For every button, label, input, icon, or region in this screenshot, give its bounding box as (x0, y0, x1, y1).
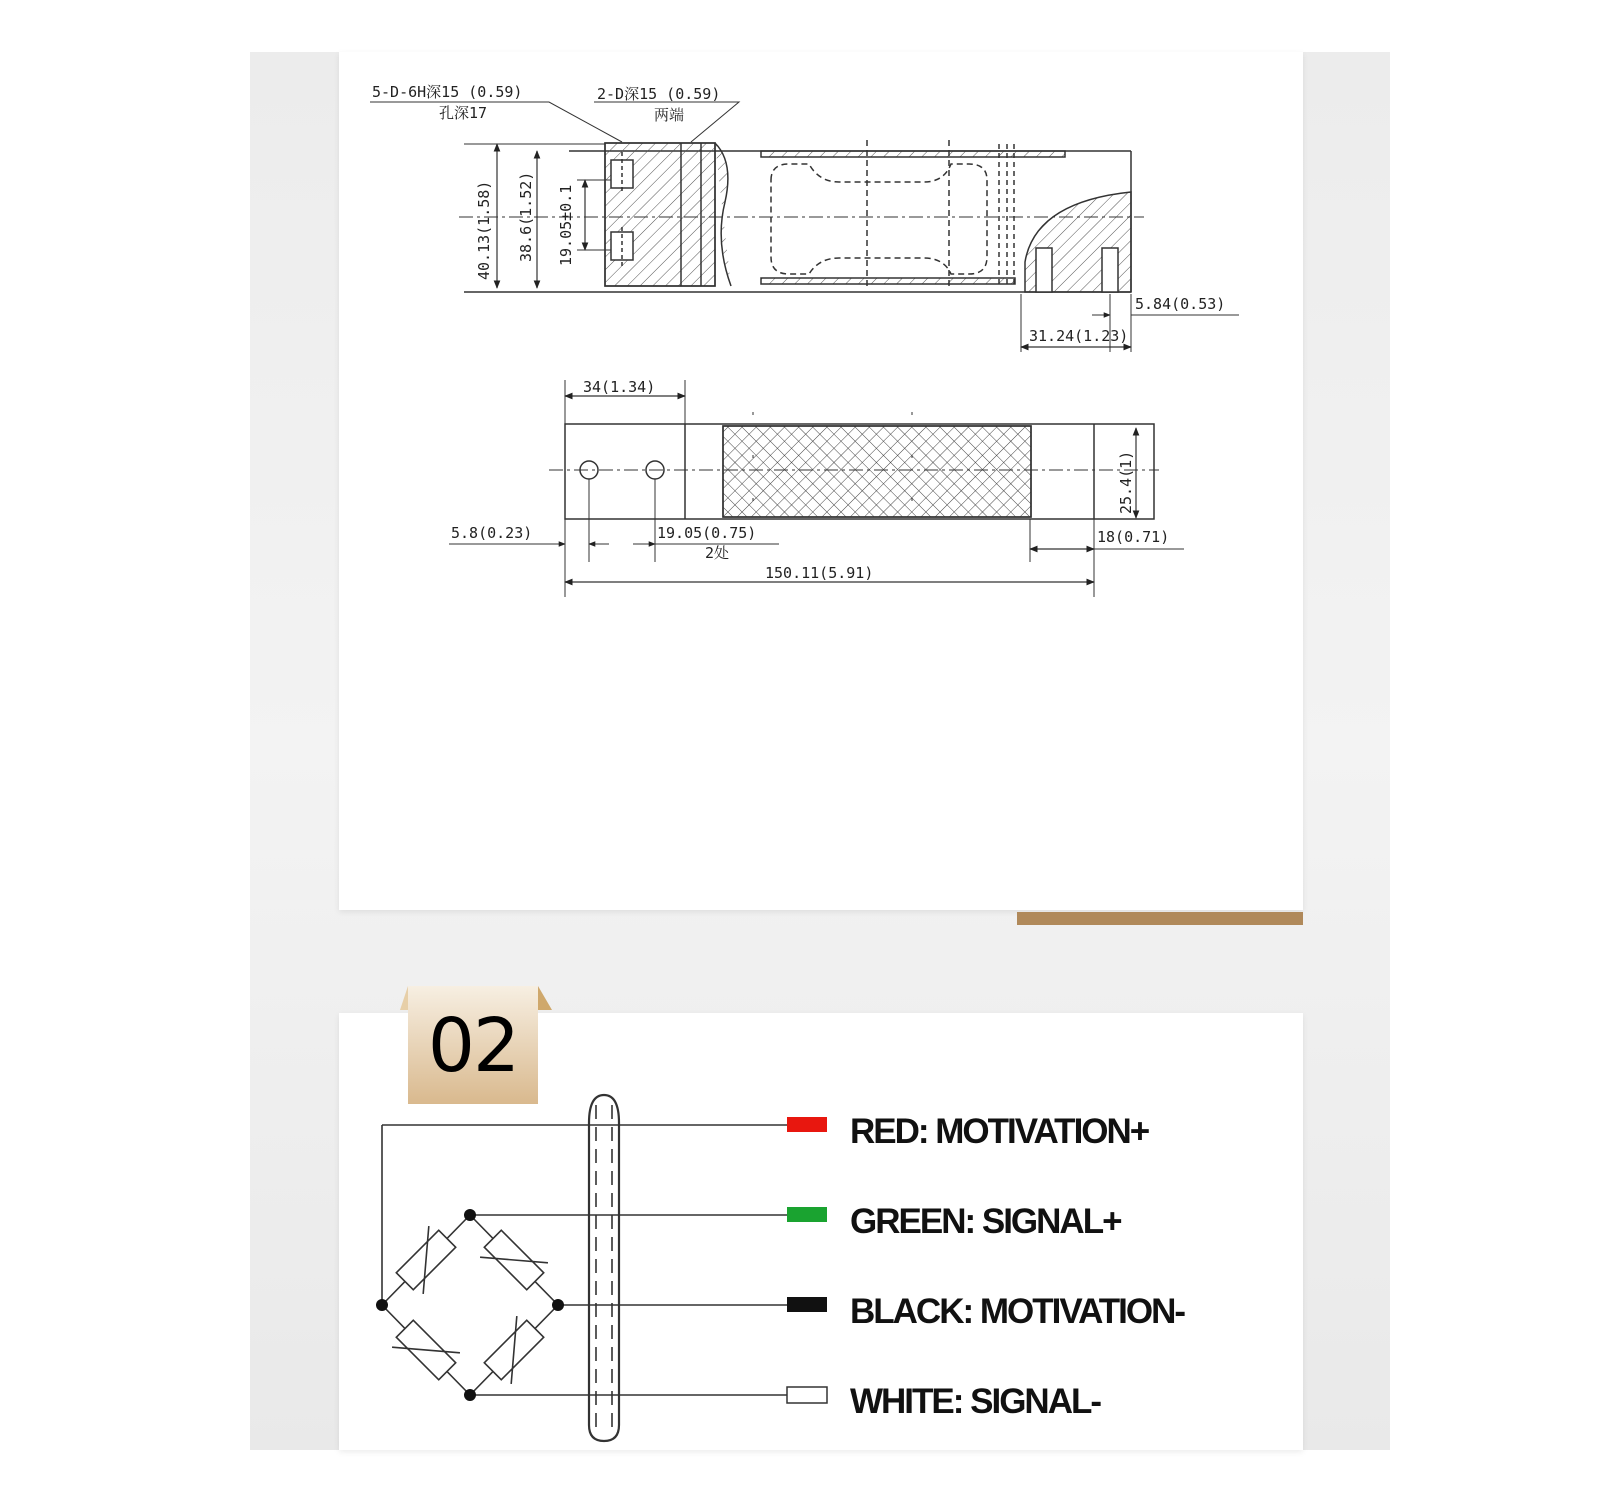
side-view (370, 102, 1239, 352)
dim-bottom-spacing-line2: 2处 (705, 544, 730, 562)
dim-left-offset: 5.8(0.23) (451, 524, 533, 542)
dim-bottom-spacing-line1: 19.05(0.75) (657, 524, 757, 542)
callout-thread-line2: 孔深17 (439, 104, 488, 122)
dim-right-offset: 5.84(0.53) (1135, 295, 1226, 313)
dim-total-height: 40.13(1.58) (475, 180, 493, 280)
wire-swatch-red (787, 1117, 827, 1132)
badge-ear-left (400, 986, 408, 1010)
badge-ear-right (538, 986, 552, 1010)
wire-label-black: BLACK: MOTIVATION- (850, 1292, 1185, 1331)
accent-bar (1017, 912, 1303, 925)
load-cell-dimension-drawing (339, 52, 1303, 910)
wire-swatch-black (787, 1297, 827, 1312)
callout-through-line1: 2-D深15 (0.59) (597, 85, 721, 103)
wire-swatch-white (787, 1387, 827, 1403)
dim-body-height: 38.6(1.52) (517, 171, 535, 262)
callout-thread-line1: 5-D-6H深15 (0.59) (372, 83, 523, 101)
dim-width: 25.4(1) (1117, 450, 1135, 514)
dim-hole-spacing: 19.05±0.1 (557, 184, 575, 266)
cable-outline (589, 1095, 619, 1441)
page-background (250, 52, 1390, 1450)
wire-label-white: WHITE: SIGNAL- (850, 1382, 1101, 1421)
wire-swatch-green (787, 1207, 827, 1222)
dim-top-length: 34(1.34) (583, 378, 656, 396)
callout-through-line2: 两端 (654, 106, 685, 124)
dim-right-holes: 31.24(1.23) (1029, 327, 1129, 345)
bridge-outline (382, 1215, 558, 1395)
dim-right-end: 18(0.71) (1097, 528, 1170, 546)
dim-total-length: 150.11(5.91) (765, 564, 874, 582)
wire-label-red: RED: MOTIVATION+ (850, 1112, 1149, 1151)
section-number: 02 (427, 1003, 519, 1089)
wire-label-green: GREEN: SIGNAL+ (850, 1202, 1121, 1241)
dimension-drawing-card (339, 52, 1303, 910)
bridge-nodes (376, 1209, 564, 1401)
